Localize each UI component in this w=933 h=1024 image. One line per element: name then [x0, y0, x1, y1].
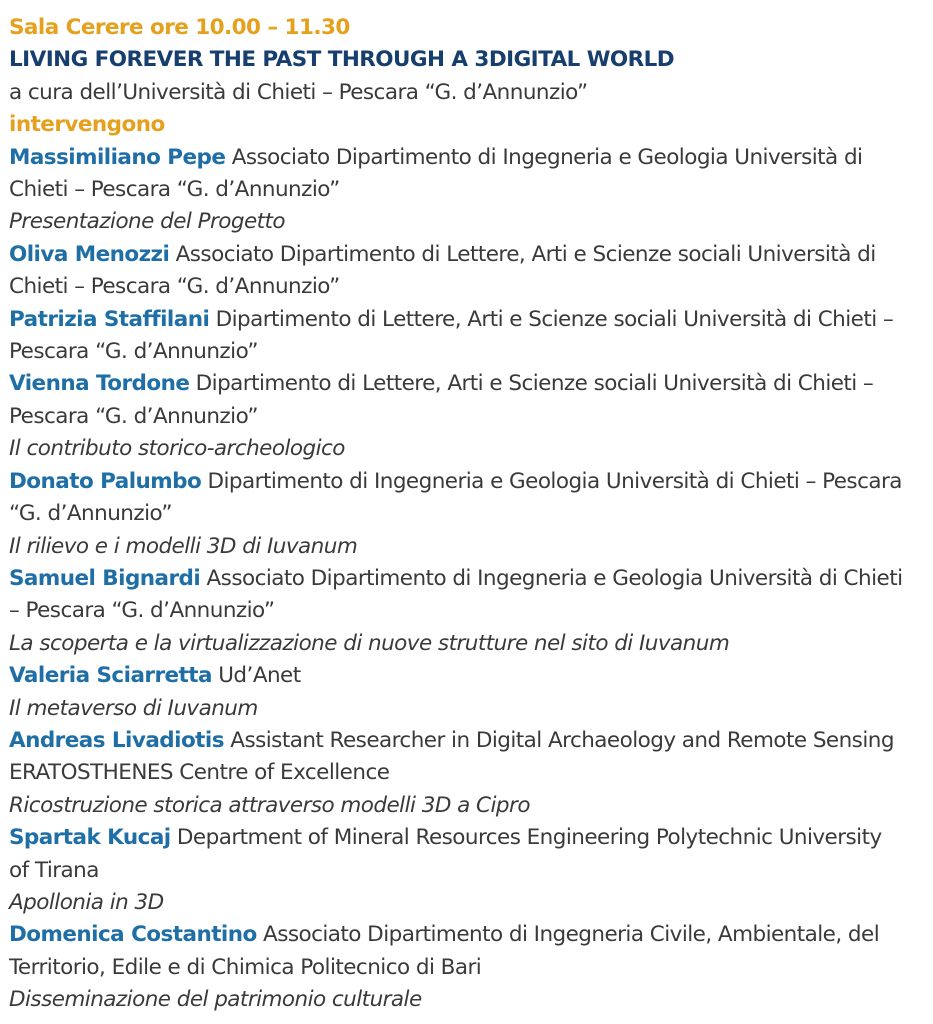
- session-room-time: Sala Cerere ore 10.00 – 11.30: [9, 15, 350, 40]
- speaker-name: Valeria Sciarretta: [9, 663, 212, 689]
- speaker-entry: [9, 919, 924, 951]
- speaker-name: Andreas Livadiotis: [9, 727, 224, 753]
- speaker-affiliation: Associato Dipartimento di Ingegneria e Geologia Università di: [231, 144, 863, 170]
- speaker-affiliation-continued: Pescara “G. d’Annunzio”: [9, 403, 259, 429]
- speaker-affiliation: Dipartimento di Lettere, Arti e Scienze sociali Università di Chieti –: [195, 371, 874, 397]
- speaker-entry: [9, 660, 924, 692]
- speaker-name: Vienna Tordone: [9, 371, 190, 397]
- speaker-affiliation-continued: Chieti – Pescara “G. d’Annunzio”: [9, 274, 340, 300]
- speaker-affiliation: Department of Mineral Resources Engineering Polytechnic University: [176, 825, 882, 851]
- speaker-affiliation-continued: “G. d’Annunzio”: [9, 501, 172, 527]
- speaker-entry: [9, 822, 924, 854]
- speaker-affiliation: Dipartimento di Lettere, Arti e Scienze sociali Università di Chieti –: [215, 306, 894, 332]
- session-curated-by: a cura dell’Università di Chieti – Pescara “G. d’Annunzio”: [9, 79, 588, 105]
- speaker-entry: [9, 142, 924, 174]
- speaker-affiliation: Associato Dipartimento di Ingegneria e Geologia Università di Chieti: [206, 565, 903, 591]
- speaker-entry: [9, 304, 924, 336]
- speaker-name: Massimiliano Pepe: [9, 144, 226, 170]
- speaker-affiliation-continued: – Pescara “G. d’Annunzio”: [9, 598, 275, 624]
- speaker-entry: [9, 725, 924, 757]
- speaker-name: Spartak Kucaj: [9, 825, 171, 851]
- speaker-affiliation-continued: Territorio, Edile e di Chimica Politecnico di Bari: [9, 954, 482, 980]
- speaker-entry: [9, 466, 924, 498]
- talk-title: Apollonia in 3D: [9, 889, 164, 915]
- speaker-name: Oliva Menozzi: [9, 241, 170, 267]
- speaker-name: Samuel Bignardi: [9, 565, 201, 591]
- talk-title: Il contributo storico-archeologico: [9, 436, 345, 462]
- talk-title: Il rilievo e i modelli 3D di Iuvanum: [9, 533, 358, 559]
- speaker-name: Donato Palumbo: [9, 468, 202, 494]
- talk-title: Il metaverso di Iuvanum: [9, 695, 258, 721]
- speaker-affiliation: Assistant Researcher in Digital Archaeology and Remote Sensing: [230, 727, 894, 753]
- program-page: [9, 12, 924, 1017]
- speaker-affiliation-continued: Pescara “G. d’Annunzio”: [9, 339, 259, 365]
- session-title: LIVING FOREVER THE PAST THROUGH A 3DIGITAL WORLD: [9, 47, 675, 73]
- talk-title: Disseminazione del patrimonio culturale: [9, 987, 422, 1013]
- speakers-heading: intervengono: [9, 112, 165, 138]
- talk-title: La scoperta e la virtualizzazione di nuove strutture nel sito di Iuvanum: [9, 630, 730, 656]
- speaker-entry: [9, 368, 924, 400]
- speaker-affiliation: Ud’Anet: [218, 663, 301, 689]
- speaker-affiliation: Associato Dipartimento di Ingegneria Civile, Ambientale, del: [263, 922, 880, 948]
- speaker-affiliation-continued: ERATOSTHENES Centre of Excellence: [9, 760, 390, 786]
- talk-title: Presentazione del Progetto: [9, 209, 286, 235]
- speaker-affiliation: Dipartimento di Ingegneria e Geologia Università di Chieti – Pescara: [207, 468, 902, 494]
- speaker-name: Domenica Costantino: [9, 922, 257, 948]
- speaker-entry: [9, 239, 924, 271]
- speaker-affiliation: Associato Dipartimento di Lettere, Arti e Scienze sociali Università di: [175, 241, 876, 267]
- talk-title: Ricostruzione storica attraverso modelli 3D a Cipro: [9, 792, 530, 818]
- speaker-entry: [9, 563, 924, 595]
- speaker-affiliation-continued: of Tirana: [9, 857, 99, 883]
- speaker-affiliation-continued: Chieti – Pescara “G. d’Annunzio”: [9, 177, 340, 203]
- speaker-name: Patrizia Staffilani: [9, 306, 210, 332]
